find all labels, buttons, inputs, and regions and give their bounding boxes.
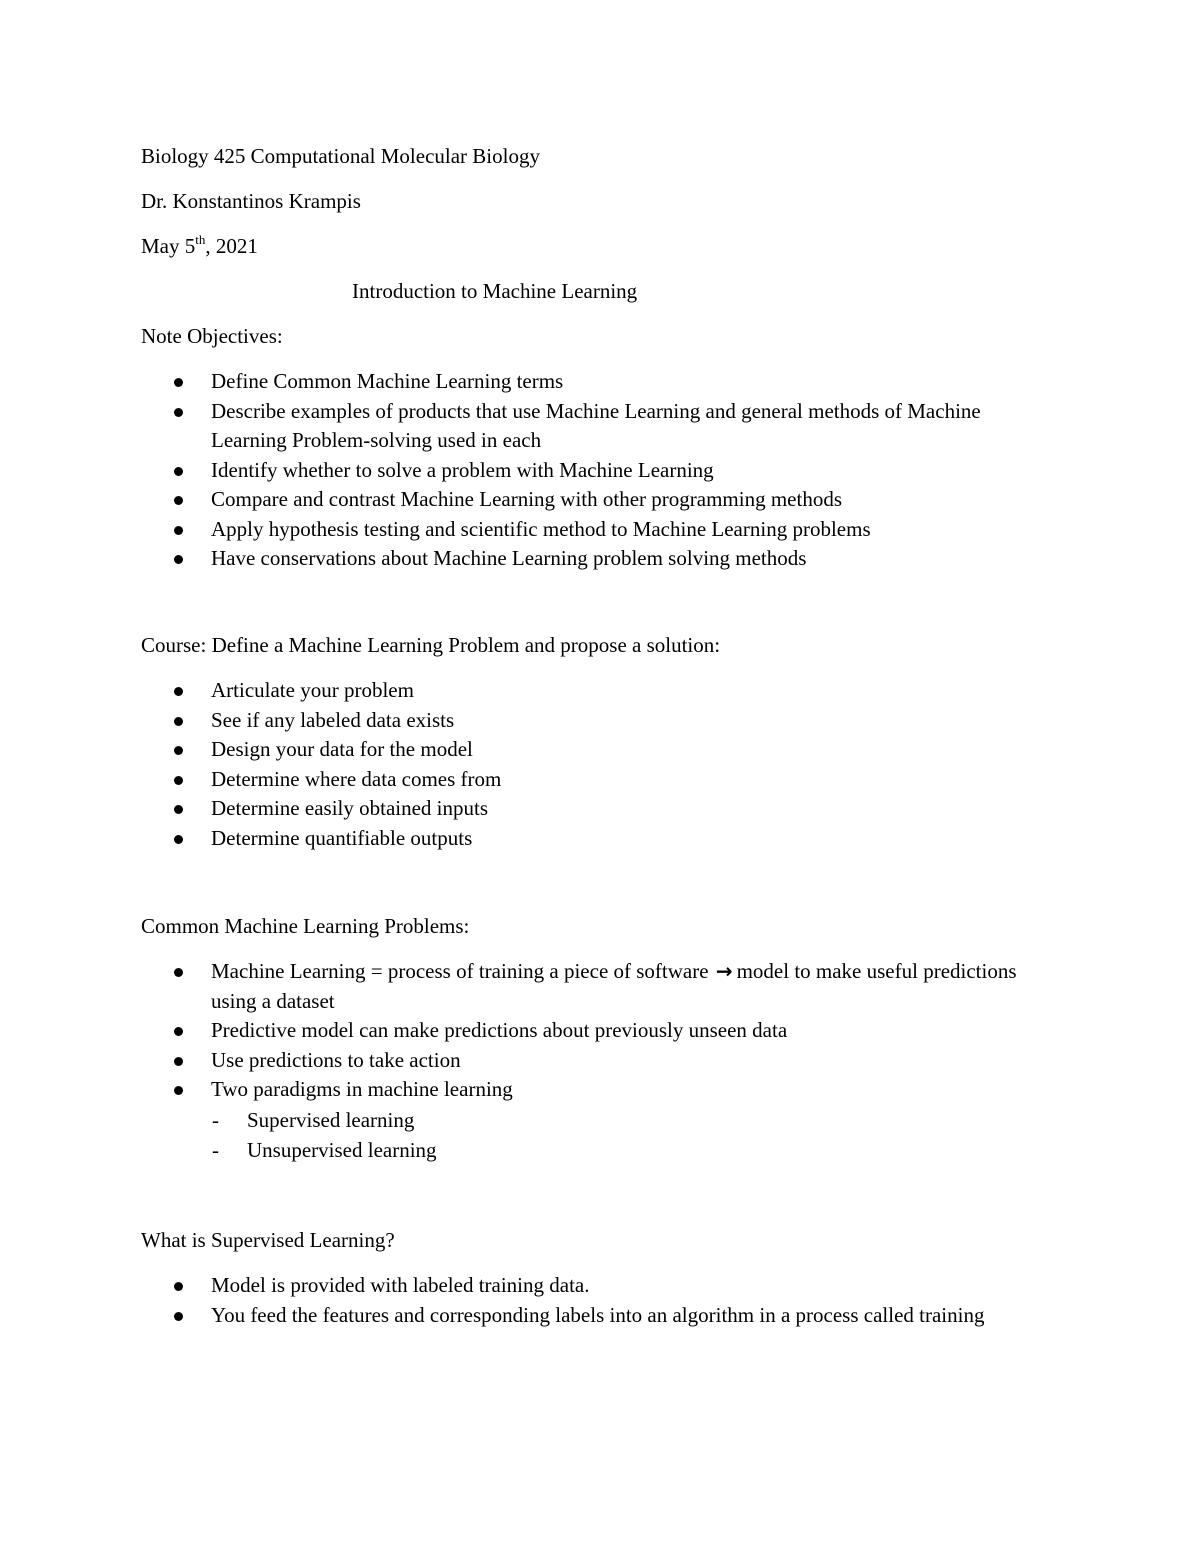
- list-item-text: You feed the features and corresponding labels into an algorithm in a process called training: [211, 1302, 985, 1327]
- bullet-icon: [174, 805, 183, 814]
- date-rest: , 2021: [205, 234, 258, 258]
- list-item-text: Predictive model can make predictions about previously unseen data: [211, 1018, 788, 1042]
- list-item-text: Have conservations about Machine Learning problem solving methods: [211, 546, 807, 570]
- list-item: [0, 397, 1031, 456]
- list-item: [0, 824, 1031, 854]
- sub-list-item-text: Unsupervised learning: [247, 1137, 437, 1162]
- list-item-text: Compare and contrast Machine Learning with other programming methods: [211, 487, 842, 511]
- date-prefix: May 5: [141, 234, 196, 258]
- bullet-icon: [174, 1057, 183, 1066]
- bullet-icon: [174, 496, 183, 505]
- bullet-icon: [174, 467, 183, 476]
- list-item-text: Apply hypothesis testing and scientific method to Machine Learning problems: [211, 516, 871, 541]
- list-item: [0, 1271, 1031, 1301]
- bullet-icon: [174, 1027, 183, 1036]
- bullet-icon: [174, 526, 183, 535]
- list-item: [0, 456, 1031, 486]
- list-item-text: See if any labeled data exists: [211, 707, 455, 732]
- list-item: [0, 735, 1031, 765]
- sub-list-item: [0, 1135, 1200, 1165]
- list-item-text: Identify whether to solve a problem with Machine Learning: [211, 457, 714, 482]
- problems-list: [0, 957, 1200, 1165]
- list-item: [0, 706, 1031, 736]
- list-item-text: Use predictions to take action: [211, 1047, 461, 1072]
- course-list: [0, 676, 1200, 853]
- list-item-text: model to make useful predictions using a dataset: [211, 959, 1017, 1013]
- list-item-text: Determine where data comes from: [211, 766, 502, 791]
- list-item-text: Two paradigms in machine learning: [211, 1077, 513, 1101]
- bullet-icon: [174, 1282, 183, 1291]
- objectives-list: [0, 367, 1200, 574]
- list-item: [0, 367, 1031, 397]
- list-item-text: Design your data for the model: [211, 737, 473, 761]
- supervised-heading: What is Supervised Learning?: [141, 1228, 395, 1252]
- list-item-text: Machine Learning = process of training a piece of software: [211, 959, 709, 983]
- sub-list-item: [0, 1105, 1200, 1135]
- course-heading: Course: Define a Machine Learning Problem and propose a solution:: [141, 633, 721, 657]
- supervised-list: [0, 1271, 1200, 1330]
- sub-list-item-text: Supervised learning: [247, 1107, 415, 1132]
- list-item: [0, 765, 1031, 795]
- list-item: [0, 485, 1031, 515]
- course-line: Biology 425 Computational Molecular Biology: [141, 144, 540, 168]
- bullet-icon: [174, 835, 183, 844]
- bullet-icon: [174, 555, 183, 564]
- list-item-text: Determine quantifiable outputs: [211, 825, 473, 850]
- bullet-icon: [174, 1312, 183, 1321]
- list-item-text: Define Common Machine Learning terms: [211, 369, 564, 393]
- list-item: [0, 1016, 1031, 1046]
- list-item: [0, 794, 1031, 824]
- bullet-icon: [174, 1086, 183, 1095]
- bullet-icon: [174, 687, 183, 696]
- list-item: [0, 1301, 1031, 1331]
- objectives-heading: Note Objectives:: [141, 324, 283, 348]
- dash-marker: -: [212, 1107, 219, 1132]
- list-item: [0, 1075, 1031, 1105]
- list-item-text: Describe examples of products that use Machine Learning and general methods of Machine Learning Problem-solving used in each: [211, 398, 981, 452]
- date-line: [141, 232, 258, 260]
- bullet-icon: [174, 776, 183, 785]
- dash-marker: -: [212, 1137, 219, 1162]
- bullet-icon: [174, 968, 183, 977]
- list-item-text: Articulate your problem: [211, 678, 414, 702]
- page-title: Introduction to Machine Learning: [352, 279, 638, 303]
- list-item: [0, 957, 1031, 1016]
- problems-heading: Common Machine Learning Problems:: [141, 914, 470, 938]
- bullet-icon: [174, 408, 183, 417]
- list-item: [0, 676, 1031, 706]
- list-item: [0, 515, 1031, 545]
- instructor-line: Dr. Konstantinos Krampis: [141, 189, 361, 213]
- list-item-text: Model is provided with labeled training data.: [211, 1273, 590, 1297]
- date-suffix: th: [195, 232, 206, 247]
- list-item: [0, 544, 1031, 574]
- bullet-icon: [174, 378, 183, 387]
- bullet-icon: [174, 717, 183, 726]
- arrow-right-icon: →: [715, 959, 733, 983]
- bullet-icon: [174, 746, 183, 755]
- list-item: [0, 1046, 1031, 1076]
- list-item-text: Determine easily obtained inputs: [211, 796, 489, 820]
